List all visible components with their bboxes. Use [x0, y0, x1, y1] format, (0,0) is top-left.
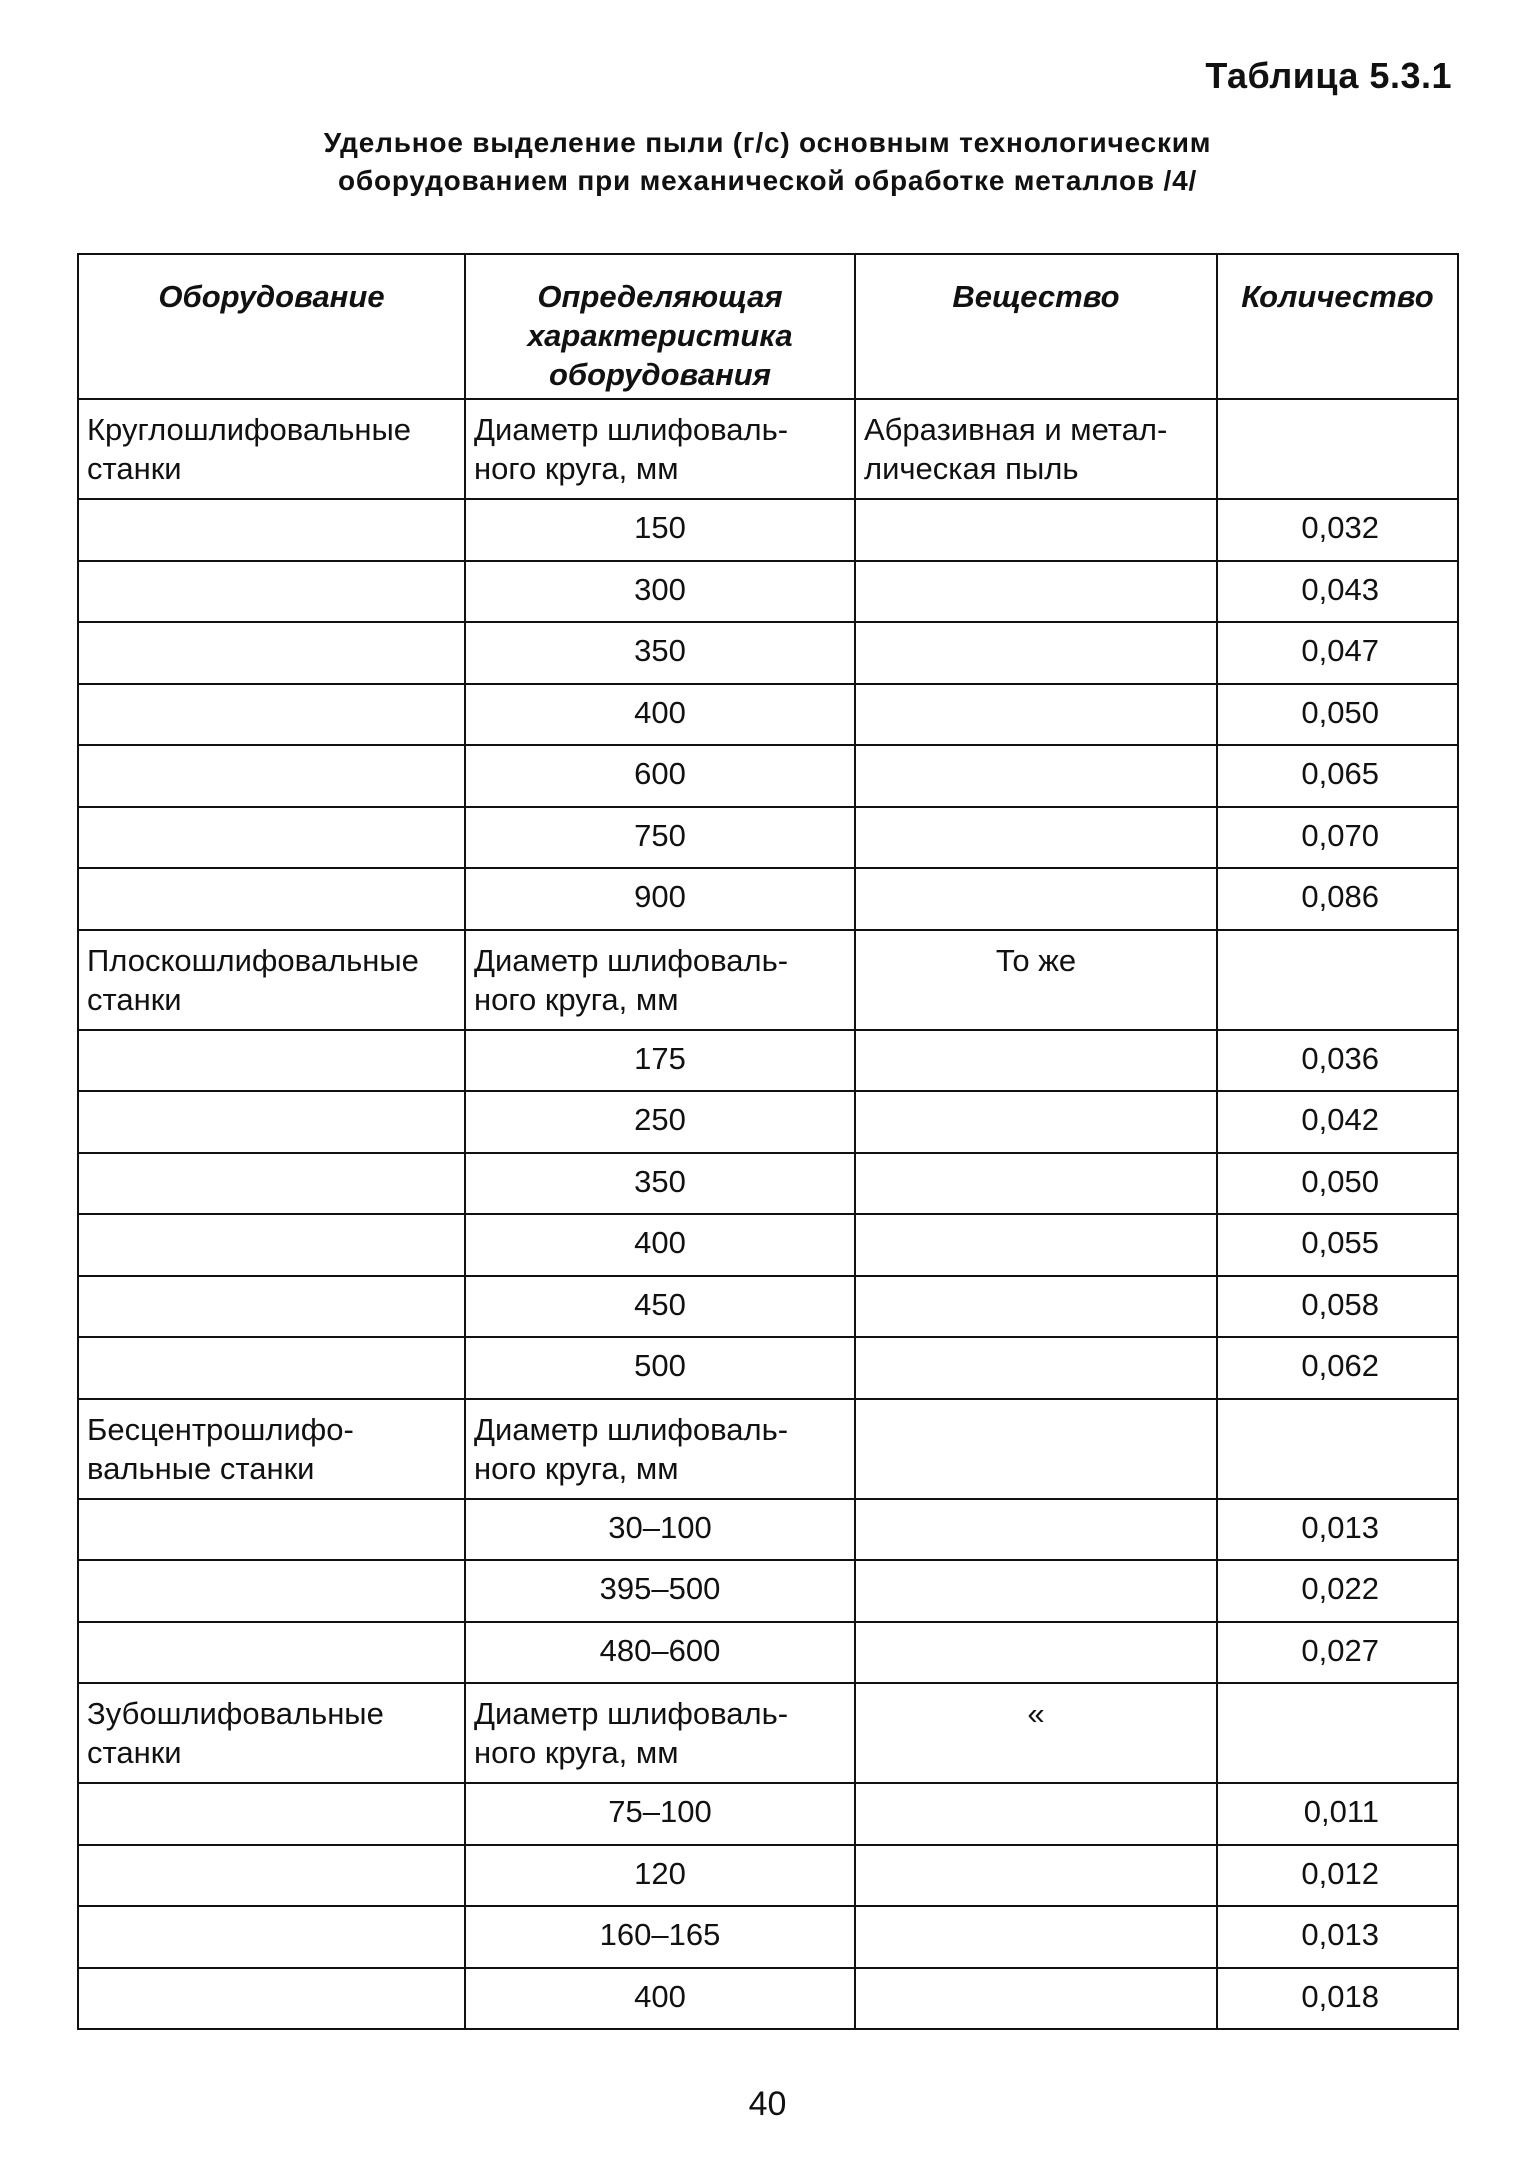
- quantity-cell: 0,062: [1217, 1337, 1458, 1399]
- quantity-cell: 0,058: [1217, 1276, 1458, 1338]
- substance-cell: [855, 1399, 1217, 1499]
- equipment-name-line: Зубошлифовальные: [87, 1696, 384, 1731]
- quantity-cell-empty: [1217, 399, 1458, 499]
- quantity-cell: 0,012: [1217, 1845, 1458, 1907]
- header-equipment: Оборудование: [78, 254, 465, 399]
- table-row: [78, 1276, 1458, 1338]
- characteristic-cell: [465, 1683, 855, 1783]
- substance-cell-empty: [855, 1783, 1217, 1845]
- header-characteristic: [465, 254, 855, 399]
- quantity-cell-empty: [1217, 1683, 1458, 1783]
- equipment-cell-empty: [78, 1560, 465, 1622]
- substance-cell-empty: [855, 1906, 1217, 1968]
- equipment-cell: [78, 930, 465, 1030]
- header-substance: Вещество: [855, 254, 1217, 399]
- substance-text: «: [1027, 1696, 1045, 1731]
- equipment-cell-empty: [78, 1968, 465, 2030]
- substance-cell-empty: [855, 1845, 1217, 1907]
- equipment-cell-empty: [78, 622, 465, 684]
- page-number: 40: [748, 2085, 787, 2123]
- quantity-cell: 0,050: [1217, 1153, 1458, 1215]
- table-row: [78, 561, 1458, 623]
- table-body: [78, 399, 1458, 2029]
- table-number: Таблица 5.3.1: [1205, 55, 1452, 96]
- equipment-cell-empty: [78, 499, 465, 561]
- table-row: [78, 807, 1458, 869]
- header-row: [78, 254, 1458, 399]
- substance-cell-empty: [855, 499, 1217, 561]
- equipment-cell-empty: [78, 1214, 465, 1276]
- equipment-cell-empty: [78, 745, 465, 807]
- equipment-cell-empty: [78, 561, 465, 623]
- equipment-cell-empty: [78, 1337, 465, 1399]
- substance-cell-empty: [855, 868, 1217, 930]
- wheel-diameter-cell: 400: [465, 1968, 855, 2030]
- equipment-cell-empty: [78, 1276, 465, 1338]
- wheel-diameter-cell: 150: [465, 499, 855, 561]
- equipment-cell-empty: [78, 1845, 465, 1907]
- table-row: [78, 1214, 1458, 1276]
- characteristic-cell: [465, 399, 855, 499]
- group-header-row: [78, 399, 1458, 499]
- quantity-cell-empty: [1217, 1399, 1458, 1499]
- table-row: [78, 1622, 1458, 1684]
- wheel-diameter-cell: 750: [465, 807, 855, 869]
- quantity-cell: 0,011: [1217, 1783, 1458, 1845]
- quantity-cell: 0,047: [1217, 622, 1458, 684]
- characteristic-line: Диаметр шлифоваль-: [474, 942, 789, 978]
- quantity-cell: 0,086: [1217, 868, 1458, 930]
- wheel-diameter-cell: 400: [465, 684, 855, 746]
- substance-line: лическая пыль: [864, 451, 1079, 486]
- table-row: [78, 745, 1458, 807]
- substance-cell-empty: [855, 684, 1217, 746]
- quantity-cell: 0,013: [1217, 1499, 1458, 1561]
- header-characteristic-line: Определяющая: [537, 279, 783, 314]
- quantity-cell: 0,018: [1217, 1968, 1458, 2030]
- table-row: [78, 1906, 1458, 1968]
- equipment-name-line: станки: [87, 981, 182, 1017]
- quantity-cell: 0,050: [1217, 684, 1458, 746]
- caption-line-2: оборудованием при механической обработке металлов /4/: [337, 165, 1198, 196]
- equipment-cell-empty: [78, 1030, 465, 1092]
- group-header-row: [78, 930, 1458, 1030]
- wheel-diameter-cell: 300: [465, 561, 855, 623]
- equipment-cell-empty: [78, 684, 465, 746]
- quantity-cell: 0,070: [1217, 807, 1458, 869]
- substance-text: То же: [995, 942, 1077, 978]
- group-header-row: [78, 1399, 1458, 1499]
- quantity-cell: 0,055: [1217, 1214, 1458, 1276]
- quantity-cell: 0,022: [1217, 1560, 1458, 1622]
- wheel-diameter-cell: 600: [465, 745, 855, 807]
- characteristic-cell: [465, 930, 855, 1030]
- equipment-cell-empty: [78, 1622, 465, 1684]
- substance-cell-empty: [855, 745, 1217, 807]
- wheel-diameter-cell: 400: [465, 1214, 855, 1276]
- wheel-diameter-cell: 160–165: [465, 1906, 855, 1968]
- substance-cell: [855, 399, 1217, 499]
- wheel-diameter-cell: 75–100: [465, 1783, 855, 1845]
- substance-cell: [855, 930, 1217, 1030]
- wheel-diameter-cell: 500: [465, 1337, 855, 1399]
- characteristic-cell: [465, 1399, 855, 1499]
- substance-cell-empty: [855, 1499, 1217, 1561]
- equipment-cell-empty: [78, 1091, 465, 1153]
- characteristic-line: Диаметр шлифоваль-: [474, 1411, 789, 1447]
- equipment-name-line: станки: [87, 1735, 182, 1770]
- quantity-cell: 0,065: [1217, 745, 1458, 807]
- substance-cell-empty: [855, 807, 1217, 869]
- equipment-cell-empty: [78, 868, 465, 930]
- table-caption: [0, 124, 1535, 200]
- header-characteristic-line: оборудования: [548, 357, 771, 392]
- wheel-diameter-cell: 30–100: [465, 1499, 855, 1561]
- characteristic-line: ного круга, мм: [474, 451, 679, 486]
- substance-cell-empty: [855, 622, 1217, 684]
- equipment-cell-empty: [78, 1499, 465, 1561]
- table-row: [78, 1499, 1458, 1561]
- table-row: [78, 868, 1458, 930]
- equipment-cell-empty: [78, 1153, 465, 1215]
- wheel-diameter-cell: 350: [465, 622, 855, 684]
- characteristic-line: ного круга, мм: [474, 1735, 679, 1770]
- table-row: [78, 499, 1458, 561]
- group-header-row: [78, 1683, 1458, 1783]
- substance-cell-empty: [855, 1560, 1217, 1622]
- equipment-name-line: вальные станки: [87, 1450, 315, 1486]
- quantity-cell-empty: [1217, 930, 1458, 1030]
- table-row: [78, 684, 1458, 746]
- wheel-diameter-cell: 480–600: [465, 1622, 855, 1684]
- characteristic-line: Диаметр шлифоваль-: [474, 1696, 789, 1731]
- table-row: [78, 1337, 1458, 1399]
- wheel-diameter-cell: 350: [465, 1153, 855, 1215]
- quantity-cell: 0,042: [1217, 1091, 1458, 1153]
- equipment-cell: [78, 1399, 465, 1499]
- dust-emission-table: [77, 253, 1459, 2030]
- quantity-cell: 0,013: [1217, 1906, 1458, 1968]
- substance-cell-empty: [855, 1030, 1217, 1092]
- wheel-diameter-cell: 120: [465, 1845, 855, 1907]
- header-quantity: Количество: [1217, 254, 1458, 399]
- substance-cell-empty: [855, 1091, 1217, 1153]
- equipment-name-line: станки: [87, 451, 182, 486]
- wheel-diameter-cell: 900: [465, 868, 855, 930]
- characteristic-line: Диаметр шлифоваль-: [474, 412, 789, 447]
- caption-line-1: Удельное выделение пыли (г/с) основным технологическим: [323, 127, 1212, 158]
- header-characteristic-line: характеристика: [527, 318, 793, 353]
- table-row: [78, 1030, 1458, 1092]
- wheel-diameter-cell: 450: [465, 1276, 855, 1338]
- substance-cell-empty: [855, 1276, 1217, 1338]
- equipment-cell-empty: [78, 1783, 465, 1845]
- table-row: [78, 1560, 1458, 1622]
- quantity-cell: 0,036: [1217, 1030, 1458, 1092]
- table-row: [78, 1845, 1458, 1907]
- quantity-cell: 0,027: [1217, 1622, 1458, 1684]
- table-row: [78, 1783, 1458, 1845]
- table-row: [78, 1091, 1458, 1153]
- substance-cell: [855, 1683, 1217, 1783]
- substance-cell-empty: [855, 1622, 1217, 1684]
- substance-line: Абразивная и метал-: [864, 412, 1168, 447]
- equipment-name-line: Круглошлифовальные: [87, 412, 412, 447]
- table-row: [78, 1153, 1458, 1215]
- wheel-diameter-cell: 250: [465, 1091, 855, 1153]
- equipment-cell: [78, 399, 465, 499]
- substance-cell-empty: [855, 1214, 1217, 1276]
- substance-cell-empty: [855, 561, 1217, 623]
- equipment-name-line: Бесцентрошлифо-: [87, 1411, 354, 1447]
- quantity-cell: 0,043: [1217, 561, 1458, 623]
- equipment-cell: [78, 1683, 465, 1783]
- substance-cell-empty: [855, 1968, 1217, 2030]
- equipment-name-line: Плоскошлифовальные: [87, 942, 419, 978]
- substance-cell-empty: [855, 1337, 1217, 1399]
- wheel-diameter-cell: 175: [465, 1030, 855, 1092]
- equipment-cell-empty: [78, 1906, 465, 1968]
- characteristic-line: ного круга, мм: [474, 1450, 679, 1486]
- equipment-cell-empty: [78, 807, 465, 869]
- substance-cell-empty: [855, 1153, 1217, 1215]
- wheel-diameter-cell: 395–500: [465, 1560, 855, 1622]
- quantity-cell: 0,032: [1217, 499, 1458, 561]
- characteristic-line: ного круга, мм: [474, 981, 679, 1017]
- table-row: [78, 622, 1458, 684]
- table-row: [78, 1968, 1458, 2030]
